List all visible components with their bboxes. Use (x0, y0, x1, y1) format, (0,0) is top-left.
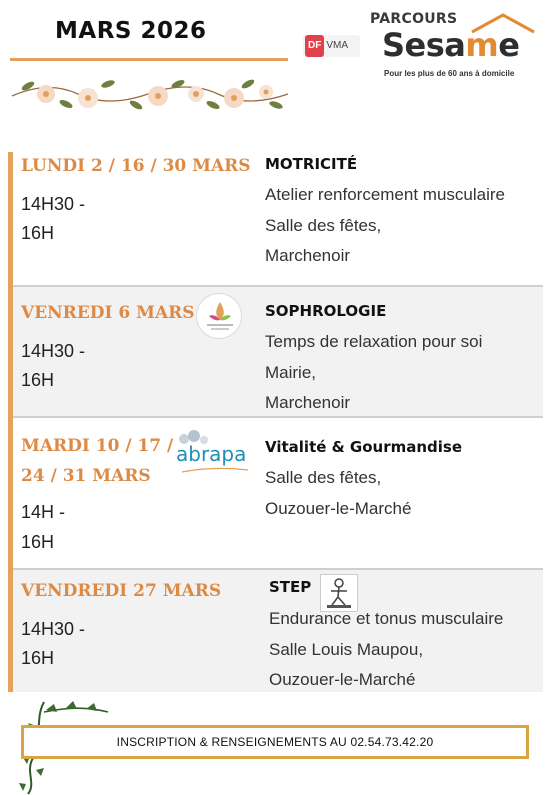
brand-name-b: m (465, 26, 499, 64)
step-exercise-icon (320, 574, 358, 612)
session-time-start: 14H30 - (21, 341, 86, 361)
brand-name (382, 26, 519, 64)
parcours-sesame-logo (368, 6, 544, 86)
session-time-start: 14H30 - (21, 619, 86, 639)
dfvma-logo-dp: DF (305, 35, 324, 57)
session-time-start: 14H30 - (21, 194, 86, 214)
session-location: Salle des fêtes, (265, 468, 382, 487)
registration-info-text: INSCRIPTION & RENSEIGNEMENTS AU 02.54.73.42.20 (116, 735, 434, 749)
session-time-end: 16H (21, 532, 55, 552)
session-town: Marchenoir (265, 393, 351, 412)
registration-info-box (21, 725, 529, 759)
session-time-start: 14H - (21, 502, 66, 522)
brand-line1: PARCOURS (370, 11, 458, 27)
session-title: MOTRICITÉ (265, 155, 358, 173)
session-town: Marchenoir (265, 246, 351, 265)
session-description: Endurance et tonus musculaire (269, 609, 504, 628)
session-location: Mairie, (265, 363, 317, 382)
session-town: Ouzouer-le-Marché (265, 499, 412, 518)
abrapa-logo (174, 430, 254, 478)
session-time-end: 16H (21, 370, 55, 390)
session-town: Ouzouer-le-Marché (269, 670, 416, 689)
brand-name-c: e (498, 26, 520, 64)
abrapa-logo-text: abrapa (176, 442, 247, 466)
session-title: STEP (269, 578, 312, 596)
sophrologist-logo (196, 293, 242, 339)
session-title: SOPHROLOGIE (265, 302, 387, 320)
flower-garland-decoration (8, 72, 290, 118)
session-description: Atelier renforcement musculaire (265, 185, 505, 204)
session-description: Temps de relaxation pour soi (265, 332, 483, 351)
session-location: Salle des fêtes, (265, 216, 382, 235)
session-title: Vitalité & Gourmandise (265, 438, 463, 456)
session-time-end: 16H (21, 223, 55, 243)
session-date-line2: 24 / 31 MARS (21, 466, 151, 486)
session-date: VENDREDI 27 MARS (21, 581, 222, 601)
session-date-line1: MARDI 10 / 17 / (21, 436, 174, 456)
session-time-end: 16H (21, 648, 55, 668)
session-date: LUNDI 2 / 16 / 30 MARS (21, 156, 251, 176)
session-date: VENREDI 6 MARS (21, 303, 195, 323)
brand-name-a: Sesa (382, 26, 466, 64)
title-underline (10, 58, 288, 61)
dfvma-logo (303, 35, 360, 57)
dfvma-logo-vma: VMA (326, 40, 349, 51)
brand-tagline: Pour les plus de 60 ans à domicile (384, 69, 515, 78)
session-location: Salle Louis Maupou, (269, 640, 424, 659)
page-title: MARS 2026 (55, 18, 207, 44)
